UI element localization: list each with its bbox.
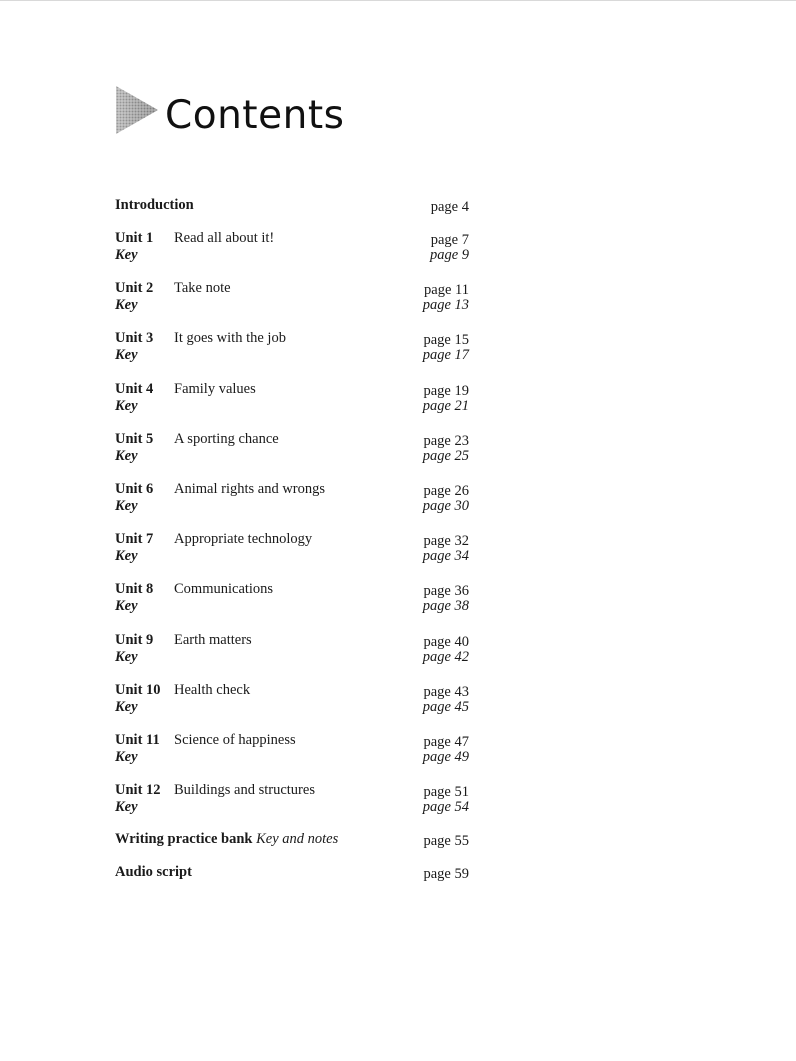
unit-key-label: Key	[115, 749, 138, 765]
writing-bank-note: Key and notes	[256, 831, 339, 847]
writing-bank-page: page 55	[423, 833, 469, 849]
toc-unit-5[interactable]	[112, 431, 472, 465]
toc-unit-3[interactable]	[112, 330, 472, 364]
unit-page: page 19	[423, 382, 469, 399]
audio-label: Audio script	[115, 864, 192, 880]
unit-page: page 11	[424, 282, 469, 299]
toc-unit-6[interactable]	[112, 481, 472, 515]
unit-title: Animal rights and wrongs	[174, 481, 326, 497]
toc-introduction[interactable]	[112, 197, 472, 214]
unit-title: Buildings and structures	[174, 782, 315, 799]
unit-key-label: Key	[115, 598, 138, 615]
intro-page: page 4	[430, 199, 469, 215]
unit-key-page: page 38	[422, 598, 469, 615]
unit-label: Unit 6	[115, 481, 154, 497]
unit-key-page: page 17	[422, 347, 469, 364]
unit-label: Unit 5	[115, 430, 154, 447]
writing-bank-title: Writing practice bank	[115, 831, 253, 847]
unit-page: page 51	[423, 784, 469, 801]
unit-key-label: Key	[115, 247, 138, 263]
unit-key-page: page 54	[422, 799, 469, 816]
unit-key-label: Key	[115, 297, 138, 314]
unit-label: Unit 1	[115, 230, 154, 246]
page-title: Contents	[165, 92, 345, 138]
toc-unit-8[interactable]	[112, 581, 472, 615]
unit-key-label: Key	[115, 799, 138, 816]
unit-title: Health check	[174, 681, 251, 698]
unit-page: page 43	[423, 683, 469, 700]
unit-key-page: page 13	[422, 297, 469, 314]
toc-writing-practice-bank[interactable]	[112, 831, 472, 848]
unit-page: page 26	[423, 483, 469, 499]
unit-label: Unit 3	[115, 330, 154, 347]
unit-title: Earth matters	[174, 631, 252, 648]
unit-title: Read all about it!	[174, 230, 275, 246]
toc-unit-11[interactable]	[112, 732, 472, 766]
unit-key-label: Key	[115, 347, 138, 364]
unit-title: Appropriate technology	[174, 531, 313, 548]
unit-label: Unit 8	[115, 581, 154, 598]
page-top-edge	[0, 0, 796, 1]
unit-title: Science of happiness	[174, 732, 296, 748]
unit-title: It goes with the job	[174, 330, 286, 347]
toc-unit-12[interactable]	[112, 782, 472, 816]
unit-label: Unit 12	[115, 782, 161, 799]
contents-header	[116, 84, 344, 136]
writing-bank-label	[115, 831, 338, 848]
unit-key-label: Key	[115, 548, 138, 565]
toc-unit-4[interactable]	[112, 381, 472, 415]
unit-key-page: page 25	[422, 447, 469, 464]
unit-label: Unit 10	[115, 681, 161, 698]
unit-key-label: Key	[115, 447, 138, 464]
unit-key-label: Key	[115, 397, 138, 414]
unit-label: Unit 9	[115, 631, 154, 648]
unit-key-page: page 42	[422, 648, 469, 665]
unit-title: Take note	[174, 280, 231, 297]
unit-label: Unit 2	[115, 280, 154, 297]
toc-unit-7[interactable]	[112, 531, 472, 565]
unit-title: Communications	[174, 581, 274, 598]
toc-unit-2[interactable]	[112, 280, 472, 314]
unit-page: page 36	[423, 583, 469, 600]
unit-key-page: page 30	[422, 498, 469, 514]
intro-label: Introduction	[115, 197, 194, 213]
unit-title: Family values	[174, 380, 256, 397]
audio-page: page 59	[423, 866, 469, 882]
toc-unit-9[interactable]	[112, 632, 472, 666]
unit-key-page: page 45	[422, 698, 469, 715]
unit-page: page 15	[423, 332, 469, 349]
unit-key-label: Key	[115, 498, 138, 514]
toc-audio-script[interactable]	[112, 864, 472, 881]
unit-page: page 7	[430, 232, 469, 248]
unit-page: page 47	[423, 734, 469, 750]
unit-page: page 23	[423, 432, 469, 449]
unit-key-page: page 49	[422, 749, 469, 765]
toc-unit-1[interactable]	[112, 230, 472, 264]
unit-label: Unit 11	[115, 732, 160, 748]
unit-label: Unit 7	[115, 531, 154, 548]
triangle-bullet-icon	[116, 86, 158, 134]
unit-key-page: page 34	[422, 548, 469, 565]
unit-key-page: page 21	[422, 397, 469, 414]
unit-page: page 40	[423, 633, 469, 650]
unit-key-page: page 9	[429, 247, 469, 263]
unit-key-label: Key	[115, 648, 138, 665]
unit-title: A sporting chance	[174, 430, 279, 447]
unit-page: page 32	[423, 533, 469, 550]
toc-unit-10[interactable]	[112, 682, 472, 716]
unit-key-label: Key	[115, 698, 138, 715]
unit-label: Unit 4	[115, 380, 154, 397]
